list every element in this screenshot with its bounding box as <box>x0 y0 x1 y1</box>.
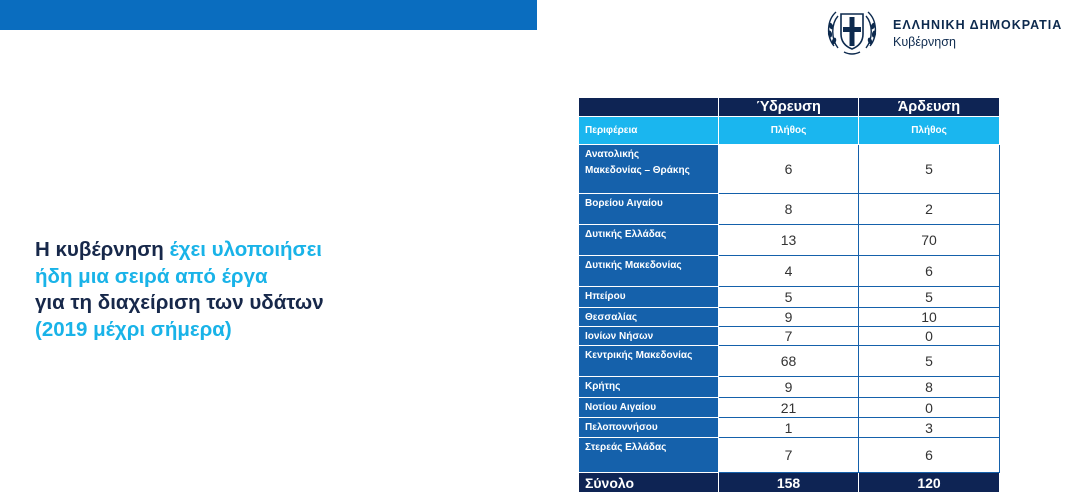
table-row <box>579 377 1000 398</box>
irrigation-count: 70 <box>859 225 1000 256</box>
irrigation-count: 6 <box>859 438 1000 473</box>
table-row <box>579 327 1000 346</box>
irrigation-count: 0 <box>859 398 1000 418</box>
region-name: Ιονίων Νήσων <box>579 327 719 346</box>
irrigation-count: 0 <box>859 327 1000 346</box>
water-count: 21 <box>719 398 859 418</box>
table-row <box>579 398 1000 418</box>
headline-line2: ήδη μια σειρά από έργα <box>35 264 268 288</box>
region-name: Νοτίου Αιγαίου <box>579 398 719 418</box>
region-name-line1: Ανατολικής <box>585 149 640 160</box>
irrigation-count: 6 <box>859 256 1000 287</box>
total-irrigation-count: 120 <box>859 473 1000 493</box>
irrigation-count: 5 <box>859 145 1000 194</box>
water-count: 5 <box>719 287 859 308</box>
total-label: Σύνολο <box>579 473 719 493</box>
irrigation-count: 5 <box>859 287 1000 308</box>
table-total-row <box>579 473 1000 493</box>
water-count: 1 <box>719 418 859 438</box>
table-row <box>579 145 1000 194</box>
water-count: 9 <box>719 377 859 398</box>
table-row <box>579 287 1000 308</box>
water-count: 8 <box>719 194 859 225</box>
table-row <box>579 346 1000 377</box>
region-name: Βορείου Αιγαίου <box>579 194 719 225</box>
region-name: Δυτικής Μακεδονίας <box>579 256 719 287</box>
header-blank-cell <box>579 98 719 117</box>
table-row <box>579 308 1000 327</box>
column-header-irrigation-count: Πλήθος <box>859 117 1000 145</box>
header-irrigation: Άρδευση <box>859 98 1000 117</box>
water-projects-table <box>578 97 1000 493</box>
column-header-water-count: Πλήθος <box>719 117 859 145</box>
irrigation-count: 10 <box>859 308 1000 327</box>
table-column-header-row <box>579 117 1000 145</box>
top-accent-bar <box>0 0 537 30</box>
irrigation-count: 5 <box>859 346 1000 377</box>
water-count: 9 <box>719 308 859 327</box>
column-header-region: Περιφέρεια <box>579 117 719 145</box>
region-name: Στερεάς Ελλάδας <box>579 438 719 473</box>
table-group-header-row <box>579 98 1000 117</box>
total-water-count: 158 <box>719 473 859 493</box>
water-count: 4 <box>719 256 859 287</box>
irrigation-count: 8 <box>859 377 1000 398</box>
water-count: 7 <box>719 438 859 473</box>
headline-line1-cyan: έχει υλοποιήσει <box>169 238 323 261</box>
greek-coat-of-arms-icon <box>824 6 880 58</box>
region-name: Ηπείρου <box>579 287 719 308</box>
table-row <box>579 194 1000 225</box>
region-name: Θεσσαλίας <box>579 308 719 327</box>
government-title: ΕΛΛΗΝΙΚΗ ΔΗΜΟΚΡΑΤΙΑ <box>893 18 1063 32</box>
region-name: Δυτικής Ελλάδας <box>579 225 719 256</box>
irrigation-count: 3 <box>859 418 1000 438</box>
table-row <box>579 438 1000 473</box>
headline-line3: για τη διαχείριση των υδάτων <box>35 291 324 314</box>
headline-line4: (2019 μέχρι σήμερα) <box>35 317 232 341</box>
region-name: Κρήτης <box>579 377 719 398</box>
region-name <box>579 145 719 194</box>
irrigation-count: 2 <box>859 194 1000 225</box>
table-row <box>579 418 1000 438</box>
headline-line1-dark: Η κυβέρνηση <box>35 238 170 261</box>
region-name: Κεντρικής Μακεδονίας <box>579 346 719 377</box>
water-count: 6 <box>719 145 859 194</box>
table-row <box>579 225 1000 256</box>
table-row <box>579 256 1000 287</box>
water-count: 7 <box>719 327 859 346</box>
water-count: 68 <box>719 346 859 377</box>
header-water-supply: Ύδρευση <box>719 98 859 117</box>
region-name: Πελοποννήσου <box>579 418 719 438</box>
region-name-line2: Μακεδονίας – Θράκης <box>585 165 690 176</box>
government-subtitle: Κυβέρνηση <box>893 35 956 49</box>
headline <box>35 237 324 343</box>
water-count: 13 <box>719 225 859 256</box>
